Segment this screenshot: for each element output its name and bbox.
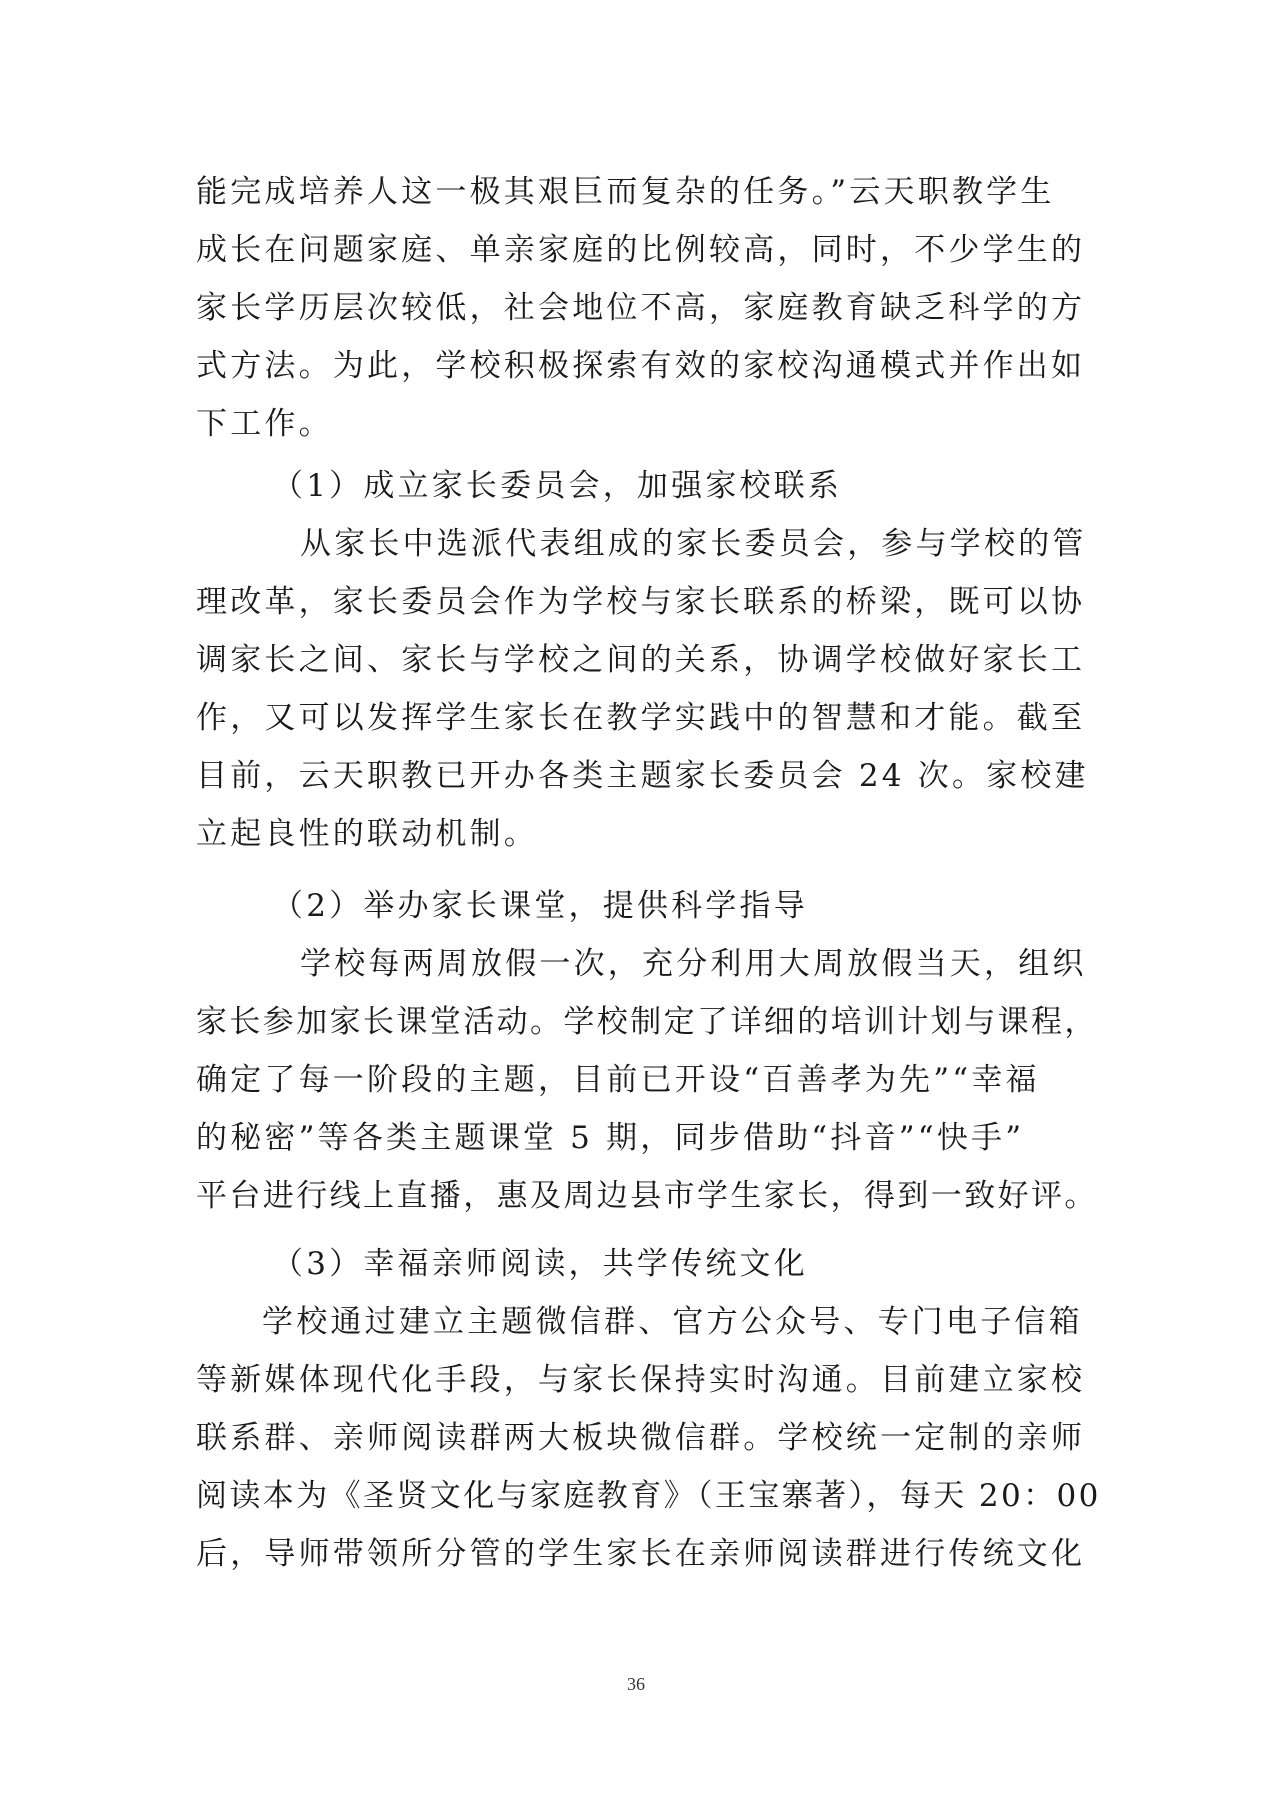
- paragraph-line: 家长学历层次较低，社会地位不高，家庭教育缺乏科学的方: [196, 290, 1086, 326]
- paragraph-line: 调家长之间、家长与学校之间的关系，协调学校做好家长工: [196, 642, 1086, 678]
- paragraph-line: 立起良性的联动机制。: [196, 816, 538, 852]
- paragraph-line: 确定了每一阶段的主题，目前已开设“百善孝为先”“幸福: [196, 1062, 1040, 1098]
- paragraph-line: 下工作。: [196, 406, 333, 442]
- paragraph-line: 作，又可以发挥学生家长在教学实践中的智慧和才能。截至: [196, 700, 1086, 736]
- paragraph-line: 从家长中选派代表组成的家长委员会，参与学校的管: [300, 526, 1087, 562]
- paragraph-line: 家长参加家长课堂活动。学校制定了详细的培训计划与课程，: [196, 1004, 1098, 1040]
- paragraph-line: 式方法。为此，学校积极探索有效的家校沟通模式并作出如: [196, 348, 1086, 384]
- paragraph-line: 联系群、亲师阅读群两大板块微信群。学校统一定制的亲师: [196, 1420, 1086, 1456]
- section-heading-1: （1）成立家长委员会，加强家校联系: [272, 468, 843, 504]
- section-heading-3: （3）幸福亲师阅读，共学传统文化: [272, 1246, 808, 1282]
- paragraph-line: 学校每两周放假一次，充分利用大周放假当天，组织: [300, 946, 1087, 982]
- page-number: 36: [627, 1674, 645, 1694]
- paragraph-line: 平台进行线上直播，惠及周边县市学生家长，得到一致好评。: [196, 1178, 1098, 1214]
- paragraph-line: 阅读本为《圣贤文化与家庭教育》（王宝寨著），每天 20：00: [196, 1478, 1101, 1514]
- paragraph-line: 的秘密”等各类主题课堂 5 期，同步借助“抖音”“快手”: [196, 1120, 1025, 1156]
- section-heading-2: （2）举办家长课堂，提供科学指导: [272, 888, 808, 924]
- paragraph-line: 学校通过建立主题微信群、官方公众号、专门电子信箱: [262, 1304, 1083, 1340]
- paragraph-line: 成长在问题家庭、单亲家庭的比例较高，同时，不少学生的: [196, 232, 1086, 268]
- paragraph-line: 能完成培养人这一极其艰巨而复杂的任务。”云天职教学生: [196, 174, 1055, 210]
- paragraph-line: 等新媒体现代化手段，与家长保持实时沟通。目前建立家校: [196, 1362, 1086, 1398]
- paragraph-line: 目前，云天职教已开办各类主题家长委员会 24 次。家校建: [196, 758, 1089, 794]
- paragraph-line: 理改革，家长委员会作为学校与家长联系的桥梁，既可以协: [196, 584, 1086, 620]
- paragraph-line: 后，导师带领所分管的学生家长在亲师阅读群进行传统文化: [196, 1536, 1086, 1572]
